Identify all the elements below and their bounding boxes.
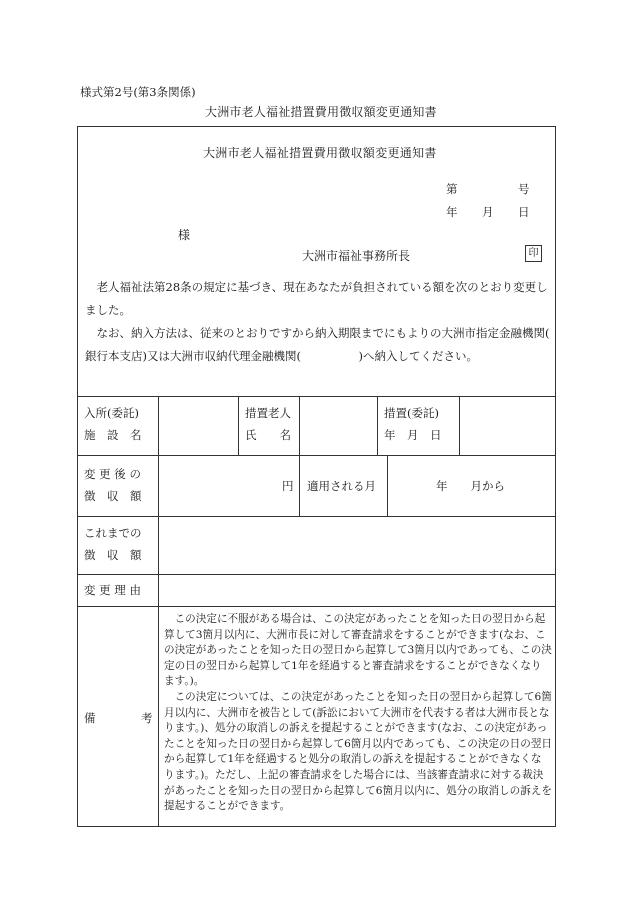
column-divider	[299, 396, 300, 455]
label-line: 年 月 日	[384, 428, 442, 442]
remarks-paragraph-1: この決定に不服がある場合は、この決定があったことを知った日の翌日から起算して3箇月以内に、大洲市長に対して審査請求をすることができます(なお、この決定があったことを知った日の翌日から起算して3箇月以内であっても、この決定の日の翌日から起算して1年を経過すると審査請求をすることができなくなります。)。	[164, 613, 552, 688]
remarks-label-right: 考	[141, 711, 153, 725]
month-from-label: 年 月から	[436, 479, 505, 493]
change-reason-label: 変 更 理 由	[84, 583, 141, 597]
remarks-text	[164, 612, 552, 815]
seal-stamp: 印	[525, 245, 542, 262]
row-divider	[77, 516, 556, 517]
paragraph-text: なお、納入方法は、従来のとおりですから納入期限までにもよりの大洲市指定金融機関( 銀行本支店)又は大洲市収納代理金融機関( )へ納入してください。	[85, 326, 573, 363]
row-divider	[77, 455, 556, 456]
label-line: 措置(委託)	[384, 406, 439, 420]
label-line: 徴 収 額	[84, 489, 142, 503]
row-divider	[77, 574, 556, 575]
label-line: 氏 名	[245, 428, 291, 442]
header-title: 大洲市老人福祉措置費用徴収額変更通知書	[205, 105, 437, 119]
column-divider	[238, 396, 239, 455]
person-name-label	[245, 402, 291, 446]
form-number: 様式第2号(第3条関係)	[80, 85, 196, 99]
column-divider	[459, 396, 460, 455]
label-line: これまでの	[84, 526, 142, 540]
body-paragraph-2	[85, 322, 573, 368]
placement-date-label	[384, 402, 442, 446]
paragraph-text: 老人福祉法第28条の規定に基づき、現在あなたが負担されている額を次のとおり変更しました。	[85, 280, 548, 317]
label-line: 変 更 後 の	[84, 467, 141, 481]
yen-unit: 円	[282, 479, 294, 493]
notice-title: 大洲市老人福祉措置費用徴収額変更通知書	[203, 146, 437, 160]
date-month-label: 月	[482, 205, 494, 219]
label-line: 措置老人	[245, 406, 291, 420]
applied-month-label: 適用される月	[307, 479, 376, 493]
facility-label	[84, 402, 142, 446]
date-year-label: 年	[446, 205, 458, 219]
label-line: 徴 収 額	[84, 548, 142, 562]
label-line: 入所(委託)	[84, 406, 139, 420]
remarks-paragraph-2: この決定については、この決定があったことを知った日の翌日から起算して6箇月以内に、大洲市を被告として(訴訟において大洲市を代表する者は大洲市長となります。)、処分の取消しの訴えを提起することができます(なお、この決定があったことを知った日の翌日から起算して6箇月以内であっても、この決定の日の翌日から起算して1年を経過すると処分の取消しの訴えを提起することができなくなります。)。ただし、上記の審査請求をした場合には、当該審査請求に対する裁決があったことを知った日の翌日から起算して6箇月以内に、処分の取消しの訴えを提起することができます。	[164, 690, 553, 813]
old-amount-label	[84, 522, 142, 566]
label-line: 施 設 名	[84, 428, 142, 442]
table-top-border	[77, 396, 556, 397]
body-paragraph-1	[85, 276, 553, 322]
row-divider	[77, 606, 556, 607]
addressee-suffix: 様	[178, 228, 191, 242]
document-number-suffix: 号	[518, 182, 530, 196]
remarks-label-left: 備	[84, 711, 96, 725]
new-amount-label	[84, 463, 142, 507]
label-column-divider	[158, 396, 159, 826]
issuer-name: 大洲市福祉事務所長	[302, 249, 411, 263]
date-day-label: 日	[518, 205, 530, 219]
column-divider	[377, 396, 378, 455]
column-divider	[299, 455, 300, 516]
column-divider	[387, 455, 388, 516]
document-number-prefix: 第	[446, 182, 458, 196]
